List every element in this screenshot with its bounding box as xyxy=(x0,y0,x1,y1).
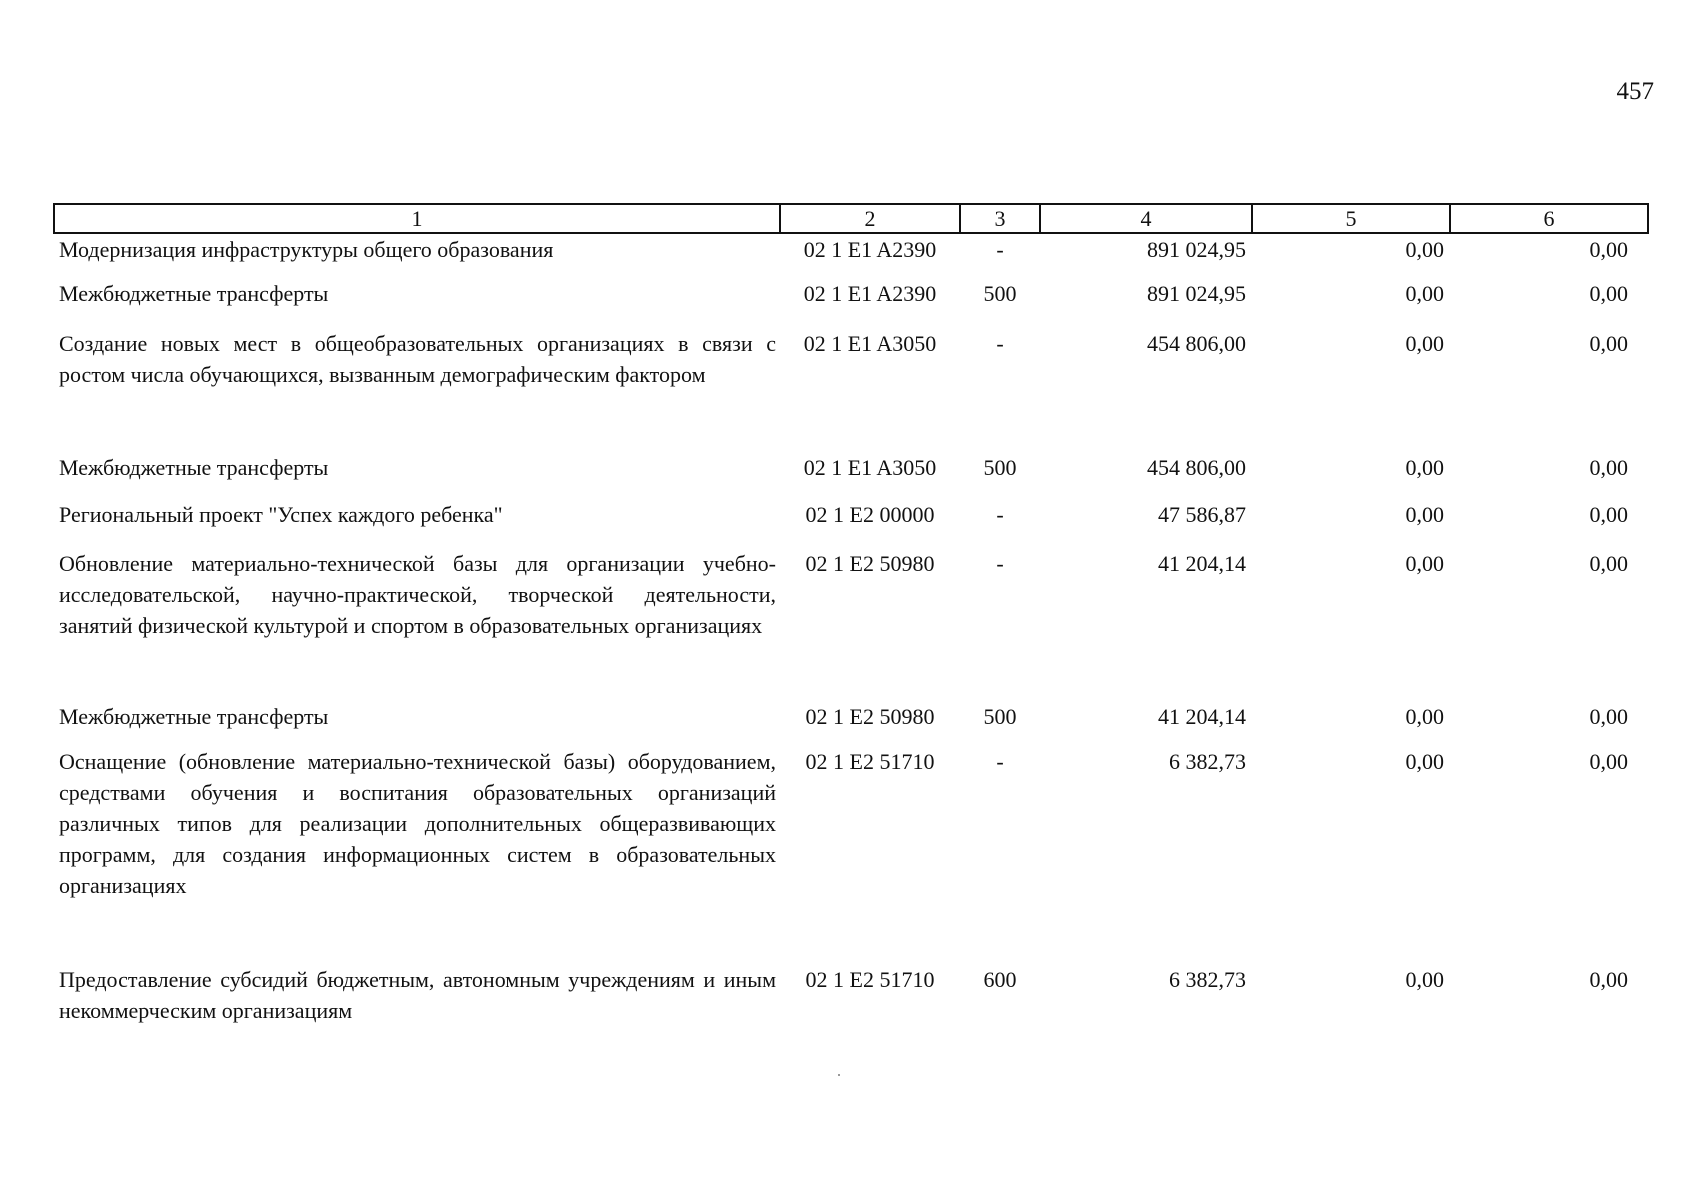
scan-speck xyxy=(838,1074,840,1076)
row-code: 02 1 E2 51710 xyxy=(805,749,935,774)
row-code: 02 1 E1 A2390 xyxy=(803,281,937,306)
row-value-6: 0,00 xyxy=(1589,237,1628,262)
table-header xyxy=(54,204,1648,233)
header-row xyxy=(54,204,1648,233)
row-type: 500 xyxy=(983,704,1017,729)
row-name: Межбюджетные трансферты xyxy=(59,281,329,306)
row-value-5: 0,00 xyxy=(1405,455,1444,480)
table-row xyxy=(54,452,1648,499)
row-code: 02 1 E2 50980 xyxy=(805,551,935,576)
row-type: - xyxy=(996,331,1004,356)
row-value-5: 0,00 xyxy=(1405,551,1444,576)
row-type: - xyxy=(996,749,1004,774)
row-value-4: 6 382,73 xyxy=(1169,749,1246,774)
table-row xyxy=(54,548,1648,701)
header-col-6: 6 xyxy=(1450,204,1648,233)
row-name: Предоставление субсидий бюджетным, автономным учреждениям и иным некоммерческим организациям xyxy=(59,967,776,1023)
header-col-4: 4 xyxy=(1040,204,1252,233)
row-value-5: 0,00 xyxy=(1405,281,1444,306)
table-row xyxy=(54,964,1648,1034)
header-col-1: 1 xyxy=(54,204,780,233)
row-name: Создание новых мест в общеобразовательных организациях в связи с ростом числа обучающихся, вызванным демографическим фактором xyxy=(59,331,776,387)
table-row xyxy=(54,701,1648,746)
row-value-4: 454 806,00 xyxy=(1147,455,1246,480)
row-value-5: 0,00 xyxy=(1405,237,1444,262)
row-value-4: 454 806,00 xyxy=(1147,331,1246,356)
row-value-4: 41 204,14 xyxy=(1158,551,1246,576)
row-name: Региональный проект "Успех каждого ребенка" xyxy=(59,502,503,527)
row-code: 02 1 E2 51710 xyxy=(805,967,935,992)
row-value-5: 0,00 xyxy=(1405,704,1444,729)
table-row xyxy=(54,233,1648,278)
row-value-4: 47 586,87 xyxy=(1158,502,1246,527)
header-col-3: 3 xyxy=(960,204,1040,233)
row-code: 02 1 E1 A3050 xyxy=(803,455,937,480)
row-type: 500 xyxy=(983,281,1017,306)
row-name: Модернизация инфраструктуры общего образования xyxy=(59,237,554,262)
row-value-6: 0,00 xyxy=(1589,704,1628,729)
row-value-6: 0,00 xyxy=(1589,551,1628,576)
table-row xyxy=(54,499,1648,548)
row-code: 02 1 E2 00000 xyxy=(805,502,935,527)
row-name: Обновление материально-технической базы для организации учебно-исследовательской, научно-практической, творческой деятельности, занятий физической культурой и спортом в образовательных организациях xyxy=(59,551,776,638)
row-value-6: 0,00 xyxy=(1589,502,1628,527)
page-number: 457 xyxy=(1616,78,1654,105)
table-row xyxy=(54,746,1648,964)
table-body xyxy=(54,233,1648,1034)
row-code: 02 1 E1 A2390 xyxy=(803,237,937,262)
row-value-6: 0,00 xyxy=(1589,281,1628,306)
row-value-4: 41 204,14 xyxy=(1158,704,1246,729)
row-value-5: 0,00 xyxy=(1405,967,1444,992)
header-col-2: 2 xyxy=(780,204,960,233)
row-value-4: 6 382,73 xyxy=(1169,967,1246,992)
row-value-5: 0,00 xyxy=(1405,502,1444,527)
header-col-5: 5 xyxy=(1252,204,1450,233)
row-code: 02 1 E2 50980 xyxy=(805,704,935,729)
row-type: - xyxy=(996,237,1004,262)
row-value-6: 0,00 xyxy=(1589,967,1628,992)
row-name: Оснащение (обновление материально-технической базы) оборудованием, средствами обучения и воспитания образовательных организаций различных типов для реализации дополнительных общеразвивающих программ, для создания информационных систем в образовательных организациях xyxy=(59,749,776,898)
row-type: 600 xyxy=(983,967,1017,992)
row-type: 500 xyxy=(983,455,1017,480)
row-value-4: 891 024,95 xyxy=(1147,281,1246,306)
row-value-5: 0,00 xyxy=(1405,749,1444,774)
row-type: - xyxy=(996,502,1004,527)
row-name: Межбюджетные трансферты xyxy=(59,455,329,480)
row-value-5: 0,00 xyxy=(1405,331,1444,356)
row-value-4: 891 024,95 xyxy=(1147,237,1246,262)
row-type: - xyxy=(996,551,1004,576)
row-value-6: 0,00 xyxy=(1589,331,1628,356)
table-row xyxy=(54,278,1648,328)
row-value-6: 0,00 xyxy=(1589,455,1628,480)
table-row xyxy=(54,328,1648,452)
row-code: 02 1 E1 A3050 xyxy=(803,331,937,356)
row-value-6: 0,00 xyxy=(1589,749,1628,774)
budget-table xyxy=(53,203,1649,1034)
row-name: Межбюджетные трансферты xyxy=(59,704,329,729)
